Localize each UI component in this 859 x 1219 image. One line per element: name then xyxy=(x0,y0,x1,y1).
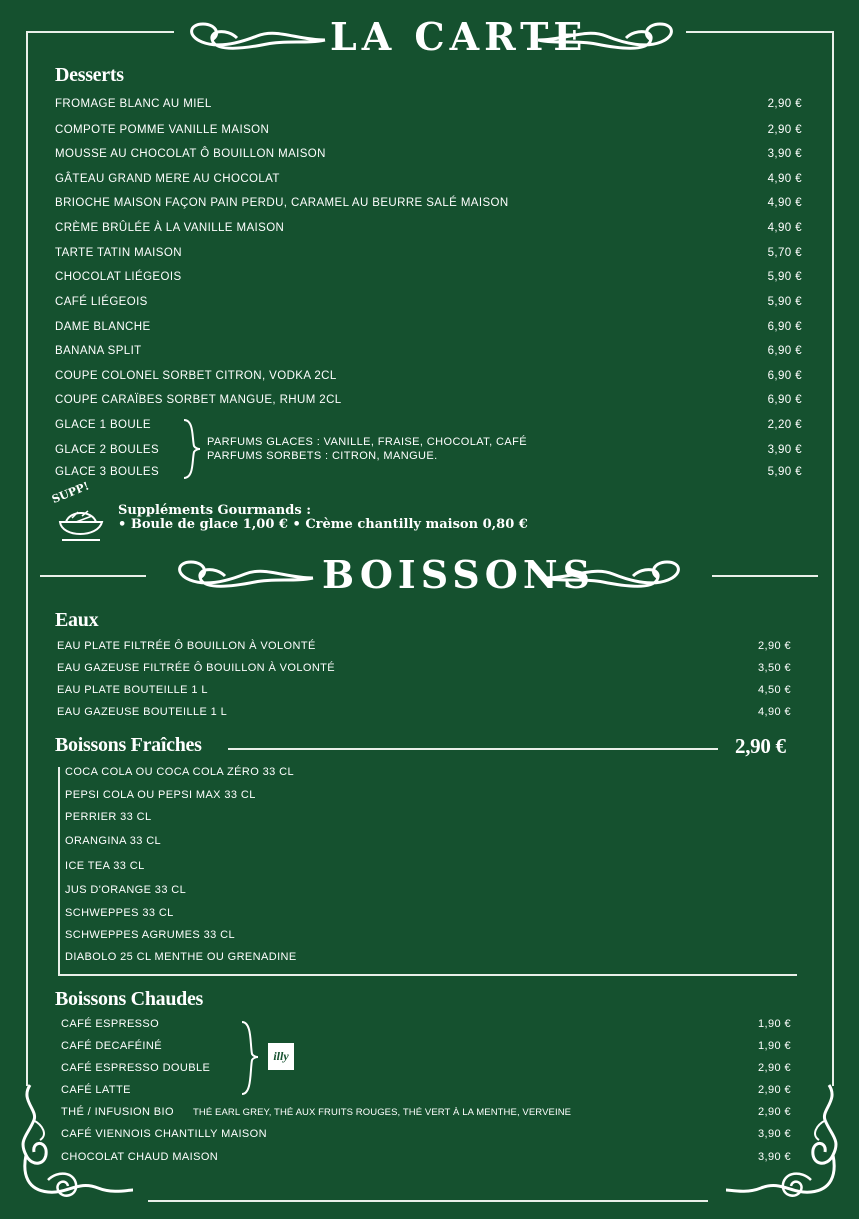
dessert-item-name: COUPE CARAÏBES SORBET MANGUE, RHUM 2CL xyxy=(55,394,342,406)
dessert-item-price: 5,90 € xyxy=(767,271,802,283)
section-eaux-heading: Eaux xyxy=(55,609,99,631)
fraiches-item: PERRIER 33 CL xyxy=(65,811,152,823)
section-chaudes-heading: Boissons Chaudes xyxy=(55,988,204,1010)
flourish-right-icon xyxy=(536,18,686,58)
fraiches-item: SCHWEPPES AGRUMES 33 CL xyxy=(65,929,235,941)
chaudes-item-price: 3,90 € xyxy=(758,1151,791,1163)
ornament-bottom-right-icon xyxy=(721,1080,841,1210)
dessert-item-name: GÂTEAU GRAND MERE AU CHOCOLAT xyxy=(55,173,280,185)
dessert-item-name: CHOCOLAT LIÉGEOIS xyxy=(55,271,182,283)
dessert-item-price: 4,90 € xyxy=(767,222,802,234)
chaudes-item-price: 3,90 € xyxy=(758,1128,791,1140)
supplements-title: Suppléments Gourmands : xyxy=(118,503,311,518)
chaudes-item-name: THÉ / INFUSION BIO xyxy=(61,1106,174,1118)
dessert-item-name: GLACE 1 BOULE xyxy=(55,419,151,431)
fraiches-rule xyxy=(228,748,718,750)
eaux-item-name: EAU PLATE FILTRÉE Ô BOUILLON À VOLONTÉ xyxy=(57,640,316,652)
ornament-bottom-left-icon xyxy=(18,1080,138,1210)
dessert-item-price: 6,90 € xyxy=(767,345,802,357)
fraiches-item: PEPSI COLA OU PEPSI MAX 33 CL xyxy=(65,789,256,801)
eaux-item-name: EAU GAZEUSE FILTRÉE Ô BOUILLON À VOLONTÉ xyxy=(57,662,336,674)
dessert-item-price: 5,90 € xyxy=(767,466,802,478)
fraiches-item: ORANGINA 33 CL xyxy=(65,835,162,847)
chaudes-item-price: 2,90 € xyxy=(758,1084,791,1096)
chaudes-item-name: CAFÉ LATTE xyxy=(61,1084,131,1096)
dessert-item-name: CAFÉ LIÉGEOIS xyxy=(55,296,148,308)
dessert-item-price: 3,90 € xyxy=(767,148,802,160)
eaux-item-price: 4,50 € xyxy=(758,684,791,696)
dessert-item-price: 2,20 € xyxy=(767,419,802,431)
fraiches-bracket-bottom xyxy=(58,974,797,976)
flourish-boissons-left-icon xyxy=(165,556,315,596)
dessert-item-price: 6,90 € xyxy=(767,321,802,333)
dessert-item-name: GLACE 2 BOULES xyxy=(55,444,160,456)
parfums-glaces-text: PARFUMS GLACES : VANILLE, FRAISE, CHOCOLAT, CAFÉ xyxy=(207,436,527,448)
section-desserts-heading: Desserts xyxy=(55,64,124,86)
illy-logo-text: illy xyxy=(273,1049,289,1063)
dessert-item-name: COUPE COLONEL SORBET CITRON, VODKA 2CL xyxy=(55,370,337,382)
chaudes-item-name: CAFÉ DECAFÉINÉ xyxy=(61,1040,162,1052)
dessert-item-name: GLACE 3 BOULES xyxy=(55,466,160,478)
dessert-item-name: CRÈME BRÛLÉE À LA VANILLE MAISON xyxy=(55,222,285,234)
boissons-rule-left xyxy=(40,575,146,577)
dessert-item-name: FROMAGE BLANC AU MIEL xyxy=(55,98,212,110)
fraiches-price: 2,90 € xyxy=(735,734,786,758)
frame-bottom xyxy=(148,1200,708,1202)
frame-right xyxy=(832,31,834,1086)
fraiches-bracket-left xyxy=(58,767,60,975)
boissons-rule-right xyxy=(712,575,818,577)
eaux-item-price: 4,90 € xyxy=(758,706,791,718)
page-title: LA CARTE xyxy=(330,14,588,59)
bracket-coffee-icon xyxy=(240,1020,260,1096)
parfums-sorbets-text: PARFUMS SORBETS : CITRON, MANGUE. xyxy=(207,450,438,462)
supp-badge: SUPP! xyxy=(50,479,91,507)
dessert-item-name: DAME BLANCHE xyxy=(55,321,151,333)
boissons-title: BOISSONS xyxy=(322,552,596,597)
dessert-item-price: 5,90 € xyxy=(767,296,802,308)
illy-logo xyxy=(268,1043,294,1070)
fraiches-item: DIABOLO 25 CL MENTHE OU GRENADINE xyxy=(65,951,297,963)
section-fraiches-heading: Boissons Fraîches xyxy=(55,734,202,756)
chaudes-item-price: 2,90 € xyxy=(758,1106,791,1118)
dessert-item-price: 3,90 € xyxy=(767,444,802,456)
dessert-item-price: 4,90 € xyxy=(767,197,802,209)
dessert-item-price: 5,70 € xyxy=(767,247,802,259)
dessert-item-name: COMPOTE POMME VANILLE MAISON xyxy=(55,124,270,136)
flourish-boissons-right-icon xyxy=(543,556,693,596)
supplements-line: • Boule de glace 1,00 € • Crème chantilly maison 0,80 € xyxy=(118,517,528,532)
chaudes-item-name: CAFÉ ESPRESSO DOUBLE xyxy=(61,1062,211,1074)
chaudes-item-name: CAFÉ ESPRESSO xyxy=(61,1018,160,1030)
frame-top-left xyxy=(26,31,174,33)
eaux-item-price: 3,50 € xyxy=(758,662,791,674)
flourish-left-icon xyxy=(177,18,327,58)
chaudes-item-price: 2,90 € xyxy=(758,1062,791,1074)
chaudes-item-price: 1,90 € xyxy=(758,1018,791,1030)
dessert-item-name: MOUSSE AU CHOCOLAT Ô BOUILLON MAISON xyxy=(55,148,326,160)
dessert-item-name: BRIOCHE MAISON FAÇON PAIN PERDU, CARAMEL AU BEURRE SALÉ MAISON xyxy=(55,197,509,209)
dessert-item-name: TARTE TATIN MAISON xyxy=(55,247,182,259)
fraiches-item: JUS D'ORANGE 33 CL xyxy=(65,884,187,896)
fraiches-item: COCA COLA OU COCA COLA ZÉRO 33 CL xyxy=(65,766,294,778)
chaudes-item-name: CAFÉ VIENNOIS CHANTILLY MAISON xyxy=(61,1128,267,1140)
eaux-item-name: EAU PLATE BOUTEILLE 1 L xyxy=(57,684,208,696)
dessert-item-price: 6,90 € xyxy=(767,394,802,406)
bracket-glaces-icon xyxy=(182,418,202,480)
dessert-item-name: BANANA SPLIT xyxy=(55,345,142,357)
chaudes-item-price: 1,90 € xyxy=(758,1040,791,1052)
dessert-item-price: 2,90 € xyxy=(767,124,802,136)
chaudes-item-name: CHOCOLAT CHAUD MAISON xyxy=(61,1151,219,1163)
frame-top-right xyxy=(686,31,834,33)
fraiches-item: SCHWEPPES 33 CL xyxy=(65,907,174,919)
fraiches-item: ICE TEA 33 CL xyxy=(65,860,145,872)
dessert-item-price: 4,90 € xyxy=(767,173,802,185)
dessert-item-price: 6,90 € xyxy=(767,370,802,382)
dessert-item-price: 2,90 € xyxy=(767,98,802,110)
eaux-item-name: EAU GAZEUSE BOUTEILLE 1 L xyxy=(57,706,228,718)
chaudes-item-detail: THÉ EARL GREY, THÉ AUX FRUITS ROUGES, THÉ VERT À LA MENTHE, VERVEINE xyxy=(193,1107,572,1118)
frame-left xyxy=(26,31,28,1086)
eaux-item-price: 2,90 € xyxy=(758,640,791,652)
